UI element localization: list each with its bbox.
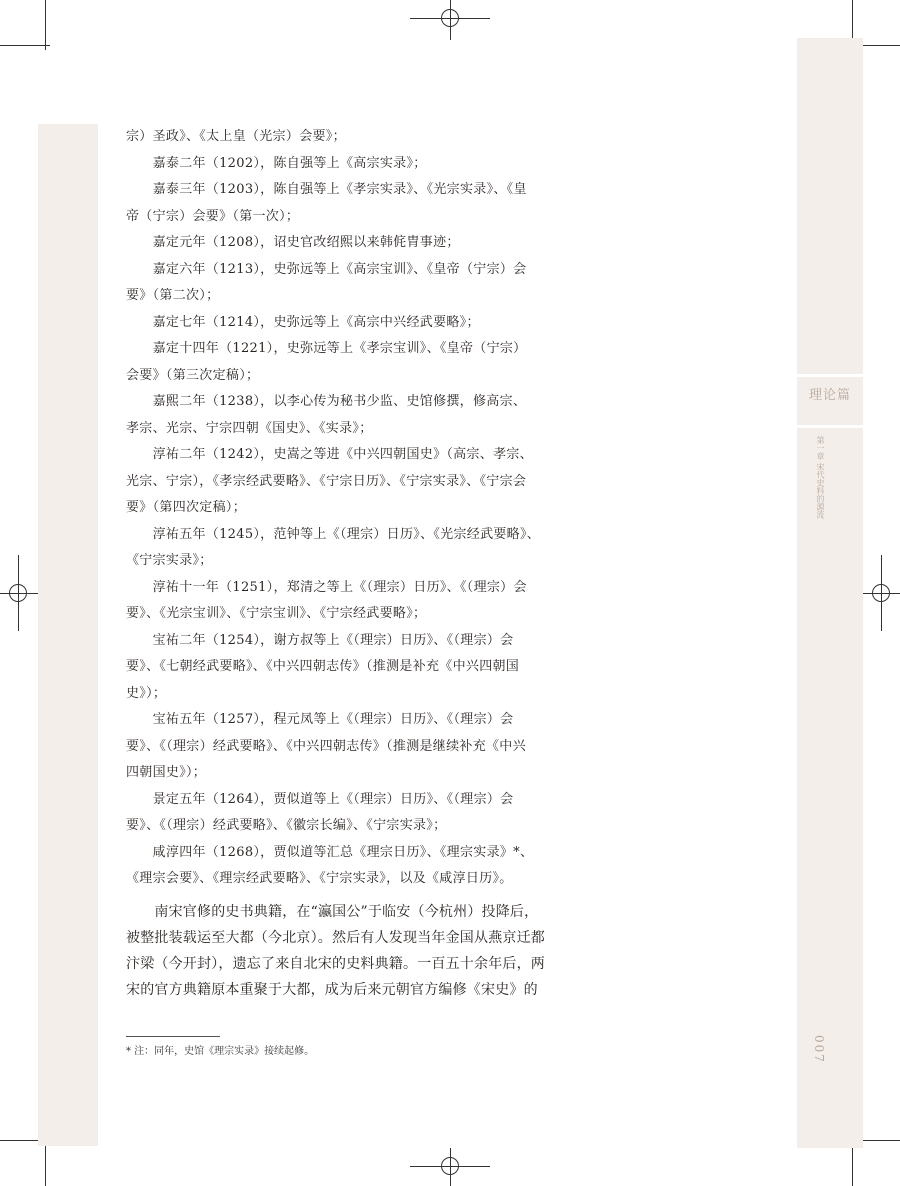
registration-circle	[441, 9, 459, 27]
paragraph-line: 宋的官方典籍原本重聚于大都，成为后来元朝官方编修《宋史》的	[126, 981, 538, 998]
left-margin-panel	[38, 124, 98, 1146]
text-line: 嘉熙二年（1238），以李心传为秘书少监、史馆修撰，修高宗、	[126, 394, 527, 409]
text-line: 史》）；	[126, 685, 167, 701]
panel-divider	[797, 374, 863, 377]
text-line: 淳祐五年（1245），范钟等上《（理宗）日历》、《光宗经武要略》、	[126, 526, 541, 542]
registration-circle	[9, 584, 27, 602]
text-line: 要》、《七朝经武要略》、《中兴四朝志传》（推测是补充《中兴四朝国	[126, 659, 520, 674]
crop-mark	[0, 45, 50, 46]
chapter-title: 第一章 宋代史料的源流	[816, 436, 825, 519]
text-line: 要》、《光宗宝训》、《宁宗宝训》、《宁宗经武要略》；	[126, 606, 427, 621]
text-line: 淳祐二年（1242），史嵩之等进《中兴四朝国史》（高宗、孝宗、	[126, 447, 533, 462]
section-title: 理论篇	[808, 388, 851, 403]
text-line: 四朝国史》）；	[126, 765, 207, 780]
text-line: 要》（第二次）；	[126, 288, 220, 303]
paragraph-line: 汴梁（今开封），遗忘了来自北宋的史料典籍。一百五十余年后，两	[126, 955, 545, 972]
text-line: 帝（宁宗）会要》（第一次）；	[126, 208, 300, 224]
registration-circle	[441, 1157, 459, 1175]
text-line: 要》、《（理宗）经武要略》、《徽宗长编》、《宁宗实录》；	[126, 818, 447, 833]
text-line: 淳祐十一年（1251），郑清之等上《（理宗）日历》、《（理宗）会	[126, 579, 527, 595]
text-line: 宝祐二年（1254），谢方叔等上《（理宗）日历》、《（理宗）会	[126, 632, 514, 648]
page-number: 007	[812, 1035, 826, 1064]
footnote-rule	[126, 1036, 220, 1037]
main-text	[126, 124, 556, 1003]
registration-circle	[872, 584, 890, 602]
right-margin-panel	[797, 38, 863, 1148]
text-line: 景定五年（1264），贾似道等上《（理宗）日历》、《（理宗）会	[126, 791, 514, 807]
text-line: 要》（第四次定稿）；	[126, 500, 247, 515]
text-line: 嘉定元年（1208），诏史官改绍熙以来韩侂胄事迹；	[126, 235, 460, 250]
text-line: 嘉泰三年（1203），陈自强等上《孝宗实录》、《光宗实录》、《皇	[126, 182, 527, 197]
text-line: 《宁宗实录》；	[126, 553, 213, 568]
panel-divider	[797, 425, 863, 428]
crop-mark	[45, 0, 46, 50]
text-line: 嘉定十四年（1221），史弥远等上《孝宗宝训》、《皇帝（宁宗）	[126, 341, 527, 356]
text-line: 咸淳四年（1268），贾似道等汇总《理宗日历》、《理宗实录》*、	[126, 844, 534, 860]
text-line: 嘉定六年（1213），史弥远等上《高宗宝训》、《皇帝（宁宗）会	[126, 261, 527, 277]
text-line: 会要》（第三次定稿）；	[126, 367, 260, 383]
paragraph-line: 被整批装载运至大都（今北京）。然后有人发现当年金国从燕京迁都	[126, 929, 545, 946]
text-line: 嘉泰二年（1202），陈自强等上《高宗实录》；	[126, 155, 427, 171]
text-line: 宗）圣政》、《太上皇（光宗）会要》；	[126, 129, 346, 144]
text-line: 要》、《（理宗）经武要略》、《中兴四朝志传》（推测是继续补充《中兴	[126, 738, 526, 754]
text-line: 孝宗、光宗、宁宗四朝《国史》、《实录》；	[126, 420, 373, 436]
paragraph-line: 南宋官修的史书典籍，在“瀛国公”于临安（今杭州）投降后，	[126, 903, 539, 920]
text-line: 光宗、宁宗），《孝宗经武要略》、《宁宗日历》、《宁宗实录》、《宁宗会	[126, 473, 527, 489]
text-line: 嘉定七年（1214），史弥远等上《高宗中兴经武要略》；	[126, 314, 480, 330]
text-line: 《理宗会要》、《理宗经武要略》、《宁宗实录》，以及《咸淳日历》。	[126, 871, 513, 886]
footnote: * 注：同年，史馆《理宗实录》接续起修。	[126, 1046, 315, 1057]
text-line: 宝祐五年（1257），程元凤等上《（理宗）日历》、《（理宗）会	[126, 712, 514, 727]
